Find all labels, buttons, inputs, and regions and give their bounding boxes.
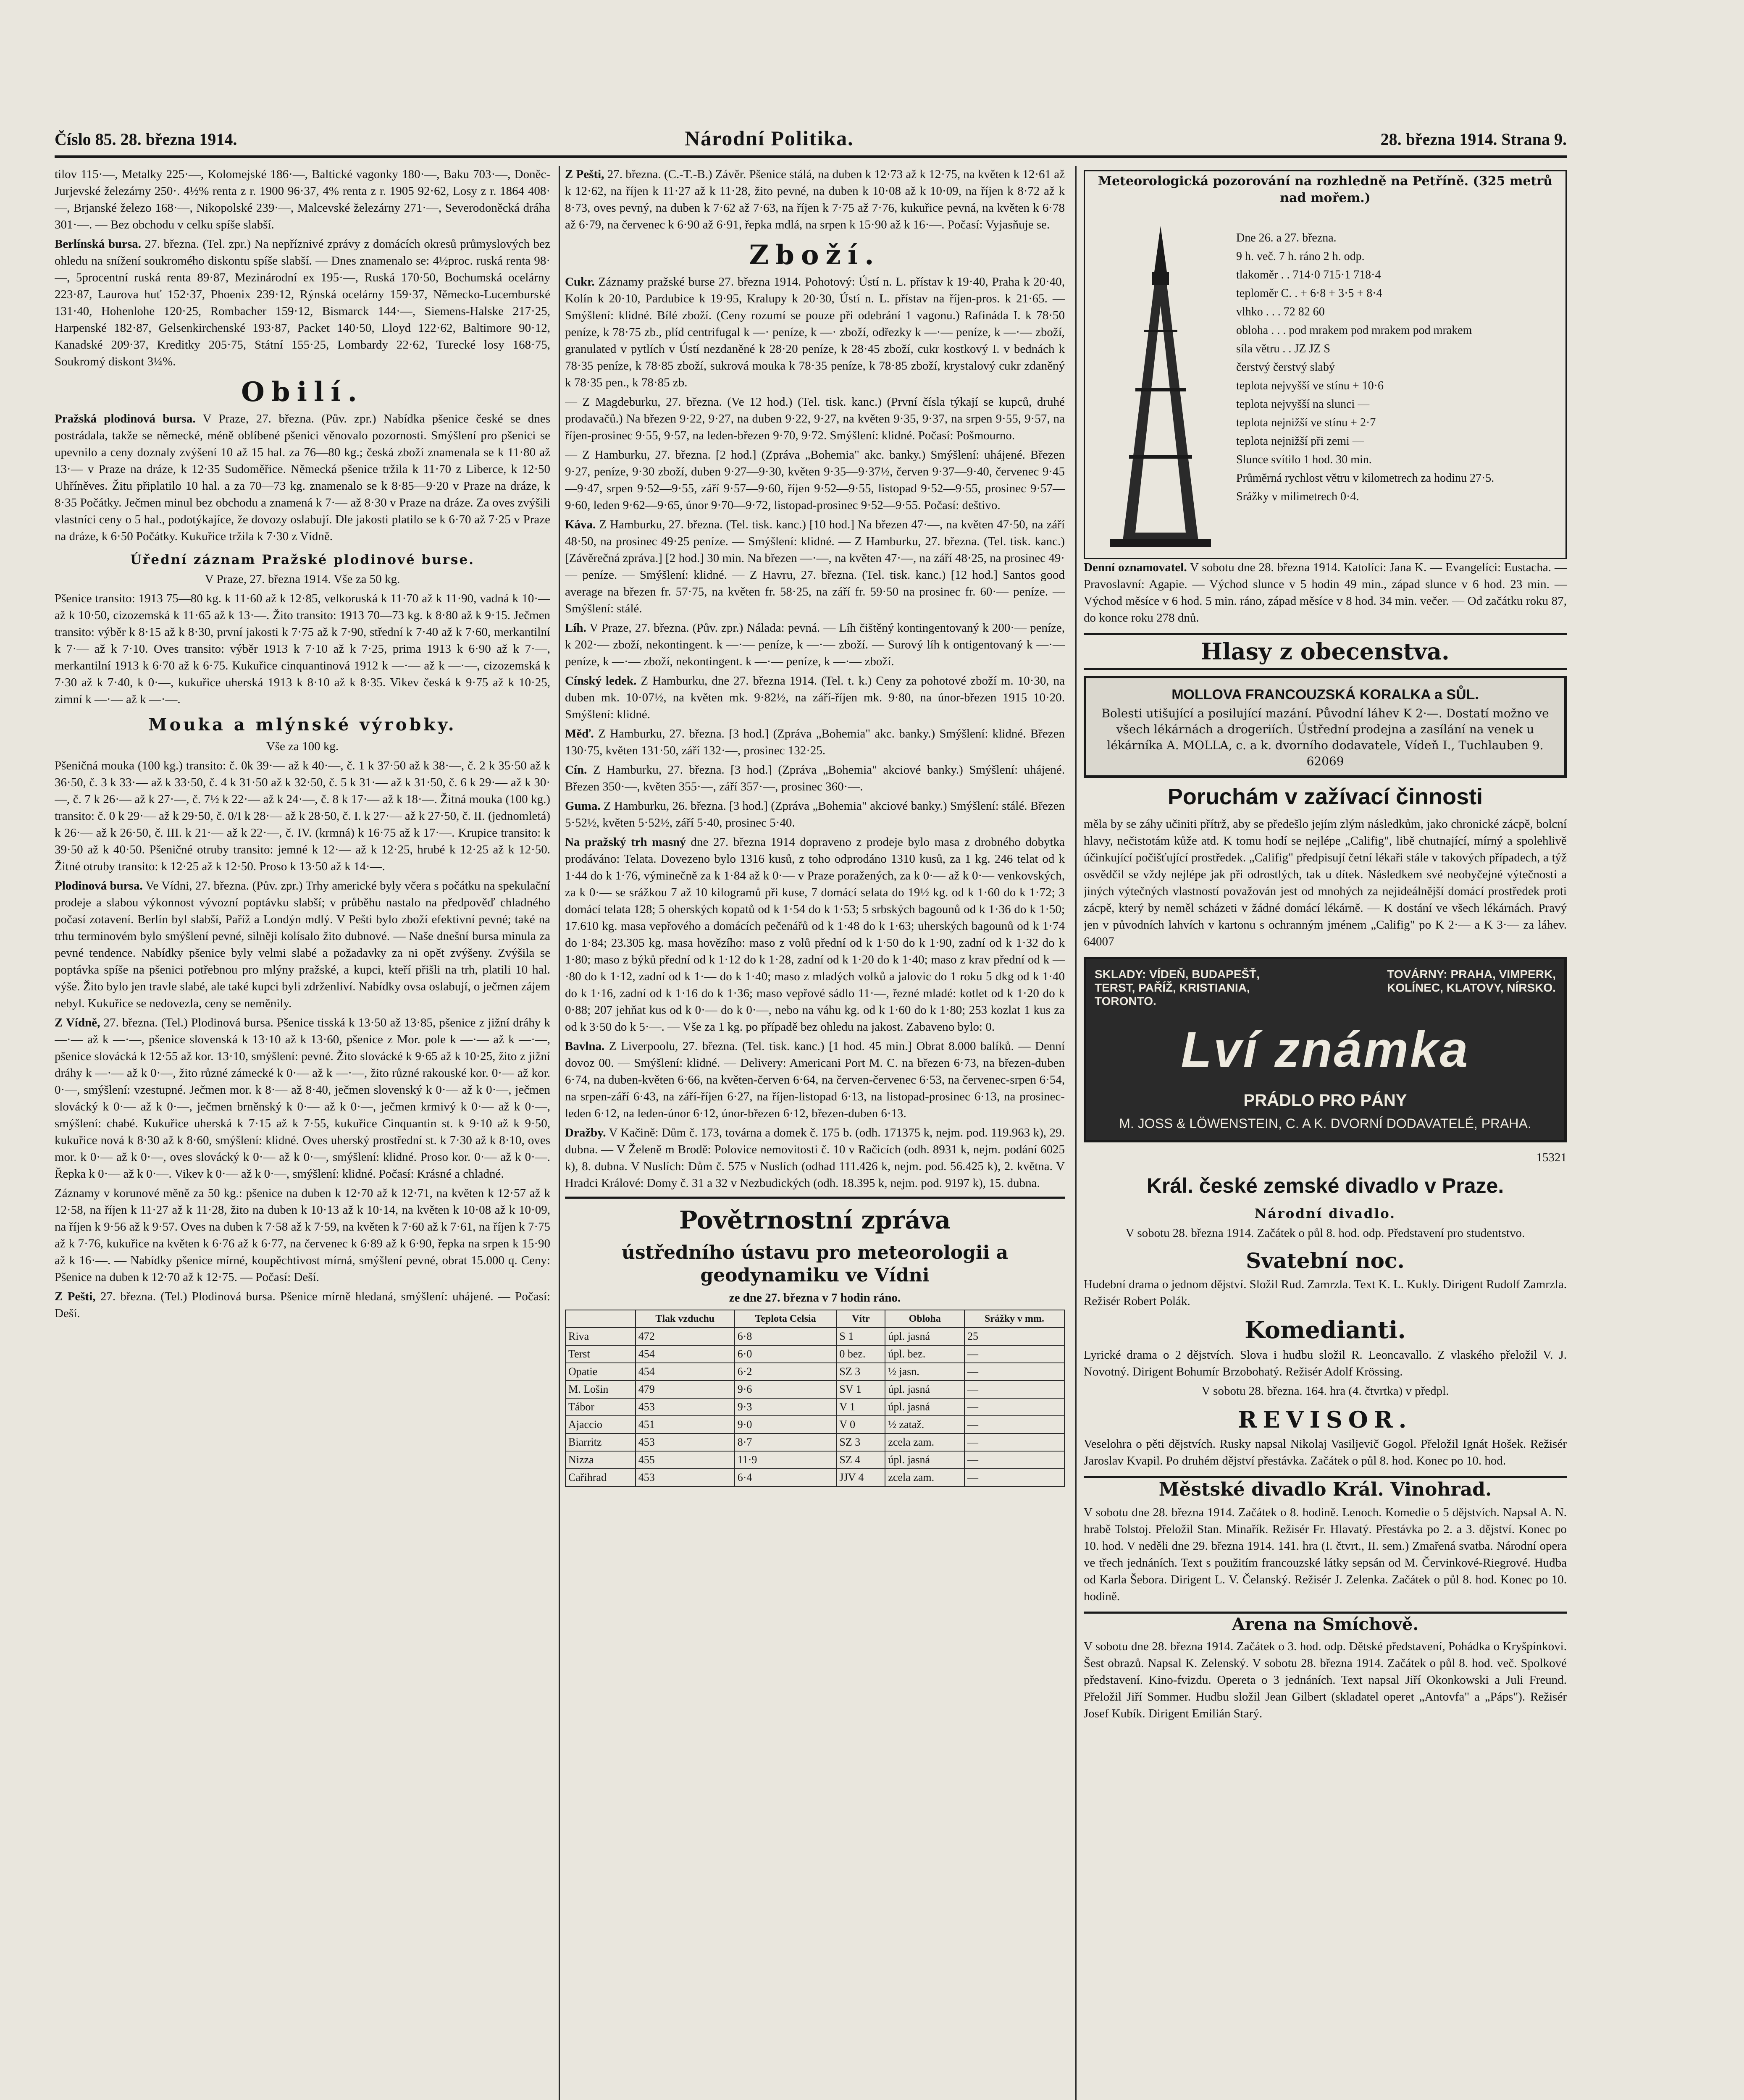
paragraph <box>565 516 1065 617</box>
table-cell: S 1 <box>836 1328 885 1345</box>
paragraph <box>565 273 1065 391</box>
table-cell: Ajaccio <box>565 1416 636 1433</box>
weather-table-body <box>565 1328 1064 1486</box>
ad-number: 15321 <box>1536 1151 1567 1164</box>
meteorological-line: teploměr C. . + 6·8 + 3·5 + 8·4 <box>1236 287 1382 300</box>
ad-title: MOLLOVA FRANCOUZSKÁ KORALKA a SŮL. <box>1171 687 1479 703</box>
subsection-heading: Mouka a mlýnské výrobky. <box>148 715 457 735</box>
subsection-heading: Úřední záznam Pražské plodinové burse. <box>130 552 475 567</box>
weather-table <box>565 1310 1065 1487</box>
lead-text: Guma. <box>565 799 601 813</box>
brand-subtitle: PRÁDLO PRO PÁNY <box>1243 1091 1407 1110</box>
paragraph <box>55 410 550 545</box>
body-text: 27. března. (Tel. zpr.) Na nepříznivé zprávy z domácích okresů průmyslových bez ohledu na snížení soukromého diskontu spíše slabší. — Dnes znamenalo se: 4½proc. ruská renta 98·—, 5procentní ruská renta 89·87, Mezinárodní ex 195·—, Ruská 170·50, Bochumská ocelárny 223·87, Laurova huť 152·37, Phoenix 239·12, Rýnská ocelárny 159·37, Německo-Lucemburské 131·40, Hohenlohe 120·25, Rombacher 159·12, Bismarck 144·—, Siemens-Halske 217·25, Harpenské 182·87, Gelsenkirchenské 193·87, Packet 140·50, Lloyd 122·62, Baltimore 90·12, Kanadské 209·37, Kreditky 205·75, Státní 155·25, Lombardy 22·62, Turecké losy 168·75, Soukromý diskont 3¼%. <box>55 237 550 368</box>
table-cell: — <box>964 1416 1064 1433</box>
lead-text: Měď. <box>565 727 594 740</box>
lead-text: Pražská plodinová bursa. <box>55 412 196 425</box>
body-text: Z Hamburku, dne 27. března 1914. (Tel. t. k.) Ceny za pohotové zboží m. 10·30, na duben mk. 10·07½, na květen mk. 9·82½, na září-říjen mk. 9·80, na únor-březen 1915 10·20. Smýšlení: klidné. <box>565 674 1065 721</box>
meteorological-line: Srážky v milimetrech 0·4. <box>1236 490 1359 503</box>
paragraph <box>1084 559 1567 626</box>
table-cell: 9·0 <box>735 1416 837 1433</box>
body-text: Z Liverpoolu, 27. března. (Tel. tisk. kanc.) [1 hod. 45 min.] Obrat 8.000 balíků. — Denní dovoz 00. — Smýšlení: klidné. — Delivery: Americani Port M. C. na březen 6·73, na březen-duben 6·74, na duben-květen 6·66, na květen-červen 6·64, na červen-červenec 6·53, na červenec-srpen 6·54, na srpen-září 6·43, na září-říjen 6·27, na říjen-listopad 6·13, na listopad-prosinec 6·13, na prosinec-leden 6·12, na leden-únor 6·12, únor-březen 6·12, březen-duben 6·13. <box>565 1040 1065 1120</box>
weather-section <box>565 1197 1065 1487</box>
newspaper-title: Národní Politika. <box>685 126 854 150</box>
lead-text: Káva. <box>565 518 596 531</box>
lead-text: Z Vídně, <box>55 1016 100 1029</box>
table-row <box>565 1433 1064 1451</box>
body-text: Z Hamburku, 26. března. [3 hod.] (Zpráva „Bohemia" akciové banky.) Smýšlení: stálé. Březen 5·52½, květen 5·52½, září 5·40, prosinec 5·40. <box>565 799 1065 830</box>
paragraph <box>565 166 1065 233</box>
lead-text: Cín. <box>565 763 587 777</box>
play-title: REVISOR. <box>1238 1406 1413 1433</box>
column-2 <box>565 166 1065 2100</box>
table-cell: úpl. bez. <box>885 1345 964 1363</box>
paragraph: Pšeničná mouka (100 kg.) transito: č. 0k 39·— až k 40·—, č. 1 k 37·50 až k 38·—, č. 2 k 35·50 až k 36·50, č. 3 k 33·— až k 33·50, č. 4 k 31·50 až k 32·50, č. 5 k 31·— až k 31·50, č. 6 k 29·— až k 30·—, č. 7 k 26·— až k 27·—, č. 7½ k 22·— až k 24·—, č. 8 k 17·— až k 18·—. Žitná mouka (100 kg.) transito: č. 0 k 29·— až k 29·50, č. 0/I k 28·— až k 28·50, č. I. k 27·— až k 27·50, č. II. (jednomletá) k 26·— až k 26·50, č. III. k 21·— až k 22·—, č. IV. (krmná) k 16·75 až k 17·—. Krupice transito: k 39·50 až k 40·50. Pšeničné otruby transito: jemné k 12·— až k 12·25, hrubé k 12·25 až k 12·50. Žitné otruby transito: k 12·25 až k 12·50. Proso k 13·50 až k 14·—. <box>55 759 550 873</box>
table-cell: Nizza <box>565 1451 636 1469</box>
ad-text: Bolesti utišující a posilující mazání. Původní láhev K 2·—. Dostatí možno ve všech lékárnách a drogeriích. Ústřední prodejna a zasílání na venek u lékárníka A. MOLLA, c. a k. dvorního dodavatele, Vídeň I., Tuchlauben 9. 62069 <box>1101 706 1549 768</box>
meteorological-line: obloha . . . pod mrakem pod mrakem pod mrakem <box>1236 324 1472 337</box>
paragraph <box>565 725 1065 759</box>
table-cell: úpl. jasná <box>885 1398 964 1416</box>
meteorological-data <box>1236 230 1560 507</box>
weather-column-header: Tlak vzduchu <box>636 1310 735 1328</box>
paragraph: tilov 115·—, Metalky 225·—, Kolomejské 186·—, Baltické vagonky 180·—, Baku 703·—, Doněc-Jurjevské železárny 250·. 4½% renta z r. 1900 96·37, 4% renta z r. 1905 92·62, Losy z r. 1864 408·—, Brjanské železo 168·—, Nikopolské 239·—, Malcevské železárny 271·—, Severodoněcká dráha 301·—. — Bez obchodu v celku spíše slabší. <box>55 168 550 231</box>
section-heading: Obilí. <box>241 376 364 408</box>
dateline: V Praze, 27. března 1914. Vše za 50 kg. <box>205 572 400 586</box>
paragraph: V sobotu dne 28. března 1914. Začátek o 3. hod. odp. Dětské představení, Pohádka o Kryšpínkovi. Šest obrazů. Napsal K. Zelenský. V sobotu 28. března 1914. Začátek o půl 8. hod. več. Spolkové představení. Kino-fvizdu. Opereta o 3 jednáních. Text napsal Jiří Okonkowski a Juli Freund. Přeložil Jiří Sommer. Hudbu složil Jean Gilbert (skladatel operet „Antovfa" a „Páps"). Režisér Josef Kubík. Dirigent Emilián Starý. <box>1084 1640 1567 1720</box>
lead-text: Líh. <box>565 621 586 635</box>
column-3 <box>1084 166 1567 2100</box>
table-cell: — <box>964 1381 1064 1398</box>
meteorological-line: 9 h. več. 7 h. ráno 2 h. odp. <box>1236 250 1365 263</box>
paragraph <box>565 620 1065 670</box>
moll-advertisement <box>1084 676 1567 778</box>
table-cell: zcela zam. <box>885 1433 964 1451</box>
paragraph <box>565 1038 1065 1122</box>
lead-text: Dražby. <box>565 1126 606 1139</box>
brand-name: Lví známka <box>1181 1021 1470 1078</box>
weather-date: ze dne 27. března v 7 hodin ráno. <box>729 1291 901 1305</box>
petrin-tower-illustration <box>1093 222 1228 549</box>
table-cell: 6·0 <box>735 1345 837 1363</box>
meteorological-line: čerstvý čerstvý slabý <box>1236 361 1335 374</box>
table-cell: ½ jasn. <box>885 1363 964 1381</box>
table-cell: Terst <box>565 1345 636 1363</box>
paragraph: Pšenice transito: 1913 75—80 kg. k 11·60 až k 12·85, velkoruská k 11·70 až k 11·90, vadná k 10·— až k 10·50, cizozemská k 11·65 až k 13·—. Žito transito: 1913 70—73 kg. k 8·80 až k 9·15. Ječmen transito: výběr k 8·15 až k 8·30, první jakosti k 7·75 až k 7·90, střední k 7·40 až k 7·60, merkantilní k 7·— až k 7·10. Oves transito: výběr 1913 k 7·10 až k 7·25, prima 1913 k 6·90 až k 7·—, merkantilní 1913 k 6·70 až k 6·75. Kukuřice cinquantinová 1912 k —·— až k —·—, cizozemská k 7·30 až k 7·40, k 0·—, kukuřice uherská 1913 k 8·10 až k 8·35. Vikev česká k 9·75 až k 10·25, zimní k —·— až k —·—. <box>55 592 550 706</box>
weather-column-header: Obloha <box>885 1310 964 1328</box>
table-cell: 11·9 <box>735 1451 837 1469</box>
column-1 <box>55 166 550 2100</box>
lvi-znamka-advertisement <box>1084 957 1567 1142</box>
paragraph: — Z Hamburku, 27. března. [2 hod.] (Zpráva „Bohemia" akc. banky.) Smýšlení: uhájené. Březen 9·27, peníze, 9·30 zboží, duben 9·27—9·30, květen 9·35—9·37½, červen 9·37—9·40, červenec 9·45—9·47, srpen 9·52—9·55, září 9·57—9·60, říjen 9·52—9·55, listopad 9·52—9·55, prosinec 9·57—9·60, leden 9·62—9·65, únor 9·70—9·72, listopad-prosinec 9·52—9·55. Počasí: deštivo. <box>565 448 1065 512</box>
meteorological-line: teplota nejvyšší ve stínu + 10·6 <box>1236 379 1384 392</box>
column-divider <box>559 166 560 2100</box>
table-row <box>565 1398 1064 1416</box>
table-cell: 472 <box>636 1328 735 1345</box>
body-text: Z Hamburku, 27. března. (Tel. tisk. kanc.) [10 hod.] Na březen 47·—, na květen 47·50, na září 48·50, na prosinec 49·25 peníze. — Smýšlení: klidné. — Z Hamburku, 27. března. (Tel. tisk. kanc.) [Závěrečná zpráva.] [2 hod.] 30 min. Na březen —·—, na květen 47·—, na září 48·25, na prosinec 49·— peníze. — Smýšlení: klidné. — Z Havru, 27. března. (Tel. tisk. kanc.) [12 hod.] Santos good average na březen fr. 57·75, na květen fr. 58·25, na září fr. 59·50 na prosinec fr. 60·— peníze. — Smýšlení: stálé. <box>565 518 1065 615</box>
table-cell: SZ 4 <box>836 1451 885 1469</box>
firm-name: M. JOSS & LÖWENSTEIN, C. A K. DVORNÍ DODAVATELÉ, PRAHA. <box>1119 1116 1531 1131</box>
body-text: 27. března. (Tel.) Plodinová bursa. Pšenice tisská k 13·50 až 13·85, pšenice z jižní dráhy k —·— až k —·—, pšenice slovenská k 13·10 až k 13·60, pšenice z Mor. pole k —·— až k —·—, pšenice slovácká k 12·55 až kor. 13·10, smýšlení: pevné. Žito slovácké k 9·65 až k 10·25, žito z jižní dráhy k —·— až k 0·—, žito různé zámecké k 0·— až k —·—, žito různé rakouské kor. 0·— až kor. 0·—, smýšlení: vzestupné. Ječmen mor. k 8·— až 8·40, ječmen slovenský k 0·— až k 0·—, ječmen slovácký k 0·— až k 0·—, ječmen brněnský k 0·— až k 0·—, ječmen krmivý k 0·— až k 0·—, smýšlení: chabé. Kukuřice uherská k 7·15 až k 7·55, kukuřice Cinquantin st. k 9·10 až k 9·50, kukuřice nová k 8·30 až k 8·60, smýšlení: klidné. Oves uherský prostřední st. k 7·30 až k 8·10, oves mor. k 0·— až k 0·—, oves slovácký k 0·— až k 0·—, smýšlení: klidné. Proso kor. 0·— až k 0·—. Řepka k 0·— až k 0·—. Vikev k 0·— až k 0·—, smýšlení: klidné. Počasí: Krásné a chladné. <box>55 1016 550 1181</box>
paragraph <box>565 672 1065 723</box>
table-cell: — <box>964 1363 1064 1381</box>
meteorological-line: Slunce svítilo 1 hod. 30 min. <box>1236 453 1372 466</box>
body-text: V sobotu dne 28. března 1914. Katolíci: Jana K. — Evangelíci: Eustacha. — Pravoslavní: Agapie. — Východ slunce v 5 hodin 49 min., západ slunce v 6 hod. 23 min. — Východ měsíce v 6 hod. 5 min. ráno, západ měsíce v 8 hod. 34 min. večer. — Od začátku roku 87, do konce roku 278 dnů. <box>1084 561 1567 625</box>
column-divider <box>1075 166 1077 2100</box>
lead-text: Z Pešti, <box>565 168 604 181</box>
table-cell: Opatie <box>565 1363 636 1381</box>
meteorological-line: vlhko . . . 72 82 60 <box>1236 305 1325 318</box>
table-cell: 6·2 <box>735 1363 837 1381</box>
paragraph <box>55 877 550 1012</box>
body-text: Ve Vídni, 27. března. (Pův. zpr.) Trhy americké byly včera s počátku na spekulační prodeje a slabou výkonnost vývozní poptávku slabší; v průběhu nastalo na předpověď chladného počasí zotavení. Berlín byl slabší, Paříž a Londýn mdlý. V Pešti bylo zboží efektivní pevné; také na trhu terminovém bylo smýšlení pevné, silněji kolísalo žito dubnové. — Naše dnešní bursa minula za pevné tendence. Nabídky pšenice byly velmi slabé a požadavky za ni opět zvýšeny. Zvýšila se poptávka spíše na pšenici potřebnou pro mlýny pražské, a kupci, kteří přišli na trh, platili 10 hal. výše. Žito bylo jen travle slabé, ale také kupci byli zdrženliví. Nabídky ovsa oslabují, o ječmen zájem nebyl. Kukuřice se nedovezla, ceny se neměnily. <box>55 879 550 1010</box>
section-heading: Zboží. <box>749 239 881 271</box>
table-cell: — <box>964 1469 1064 1486</box>
theatre-heading: Arena na Smíchově. <box>1084 1612 1567 1635</box>
table-row <box>565 1469 1064 1486</box>
weather-table-header <box>565 1310 1064 1328</box>
paragraph <box>565 761 1065 795</box>
factory-list: TOVÁRNY: PRAHA, VIMPERK, KOLÍNEC, KLATOVY, NÍRSKO. <box>1387 968 1556 994</box>
body-text: Záznamy pražské burse 27. března 1914. Pohotový: Ústí n. L. přístav k 19·40, Praha k 20·40, Kolín k 20·10, Pardubice k 19·95, Kralupy k 20·30, Ústí n. L. přístav na říjen-pros. k 21·65. — Smýšlení: klidné. Bílé zboží. (Ceny rozumí se pouze při odebrání 1 vagonu.) Rafináda I. k 78·50 peníze, k 78·75 zb., plíd centrifugal k —· peníze, k —· zboží, odřezky k —·— peníze, k —·— zboží, granulated v pytlích v Ústí nezdaněné k 28·20 peníze, k 28·45 zboží, cukr kostkový I. v bednách k 78·35 peníze, k 78·85 zboží, sukrová mouka k 78·35 peníze, k 78·85 zboží, krystalový cukr zdaněný k 78·35 pen., k 78·85 zb. <box>565 275 1065 389</box>
body-text: V Praze, 27. března. (Pův. zpr.) Nálada: pevná. — Líh čištěný kontingentovaný k 200·— peníze, k 202·— zboží, nekontingent. k —·— peníze, k —·— zboží. — Surový líh k ontigentovaný k —·— peníze, k —·— zboží, nekontingent. k —·— peníze, k —·— zboží. <box>565 621 1065 668</box>
table-cell: 454 <box>636 1363 735 1381</box>
weather-column-header: Srážky v mm. <box>964 1310 1064 1328</box>
table-cell: SZ 3 <box>836 1433 885 1451</box>
table-cell: Riva <box>565 1328 636 1345</box>
lead-text: Plodinová bursa. <box>55 879 143 892</box>
theatre-subheading: Národní divadlo. <box>1254 1206 1396 1221</box>
table-cell: 479 <box>636 1381 735 1398</box>
table-row <box>565 1363 1064 1381</box>
play-title: Svatební noc. <box>1246 1248 1405 1273</box>
paragraph: V sobotu 28. března. 164. hra (4. čtvrtka) v předpl. <box>1201 1384 1449 1398</box>
theatre-heading: Městské divadlo Král. Vinohrad. <box>1084 1476 1567 1502</box>
table-cell: — <box>964 1433 1064 1451</box>
body-text: dne 27. března 1914 dopraveno z prodeje bylo masa z drobného dobytka prodáváno: Telata. Dovezeno bylo 1316 kusů, z toho odprodáno 1310 kusů, za 1 kg. 246 telat od k 1·44 do k 1·76, výminečně za k 1·84 až k 0·— v Praze poražených, za k 0·— až k 0·— venkovských, za k 0·— se srážkou 7 až 10 kilogramů při kuse, 7 domácí selata do 19½ kg. od k 1·60 do k 1·72; 3 domácí telata 128; 5 oherských kopatů od k 1·54 do k 1·53; 5 srbských bagounů od k 1·36 do k 1·50; 17.610 kg. masa vepřového a domácích pečenářů od k 1·48 do k 1·63; uherských bagounů od k 1·74 do 1·84; 23.305 kg. masa hovězího: maso z volů přední od k 1·50 do k 1·90, zadní od k 1·32 do k 1·80; maso z býků přední od k 1·12 do k 1·28, zadní od k 1·20 do k 1·40; maso z krav přední od k —·80 do k 1·12, zadní od k 1·— do k 1·40; maso z mladých volků a jalovic do 1 roku 5 dkg od k 1·40 do k 1·16, zadní od k 1·16 do k 1·36; maso vepřové sádlo 11·—, řezné mladé: kotlet od k 1·20 do k 0·88; 207 jehňat kus od k 0·— do k 0·—, nebo na váhu kg. od k 1·60 do k 1·80; 253 kozlat 1 kus za od k 3·50 do k 5·—. — Vše za 1 kg. po případě bez ohledu na jakost. Zabaveno bylo: 0. <box>565 835 1065 1034</box>
table-cell: úpl. jasná <box>885 1381 964 1398</box>
table-cell: 8·7 <box>735 1433 837 1451</box>
table-cell: 0 bez. <box>836 1345 885 1363</box>
table-cell: M. Lošin <box>565 1381 636 1398</box>
table-cell: 451 <box>636 1416 735 1433</box>
paragraph: Záznamy v korunové měně za 50 kg.: pšenice na duben k 12·70 až k 12·71, na květen k 12·57 až k 12·58, na říjen k 11·27 až k 11·28, žito na duben k 10·13 až k 10·14, na květen k 10·08 až k 10·09, na říjen k 9·56 až k 9·57. Oves na duben k 7·58 až k 7·59, na květen k 7·60 až k 7·61, na říjen k 7·75 až k 7·76, kukuřice na květen k 6·76 až k 6·77, na červenec k 6·89 až k 6·90, řepka na srpen k 15·90 až k 16·—. — Nabídky pšenice mírné, koupěchtivost mírná, smýšlení pevné, obrat 15.000 q. Ceny: Pšenice na duben k 12·70 až k 12·75. — Počasí: Deší. <box>55 1186 550 1284</box>
section-heading: Hlasy z obecenstva. <box>1084 633 1567 670</box>
table-row <box>565 1345 1064 1363</box>
table-cell: 9·6 <box>735 1381 837 1398</box>
table-cell: 25 <box>964 1328 1064 1345</box>
table-cell: SV 1 <box>836 1381 885 1398</box>
body-text: Z Hamburku, 27. března. [3 hod.] (Zpráva „Bohemia" akciové banky.) Smýšlení: uhájené. Březen 350·—, květen 355·—, září 357·—, prosinec 360·—. <box>565 763 1065 793</box>
table-row <box>565 1328 1064 1345</box>
meteorological-line: Průměrná rychlost větru v kilometrech za hodinu 27·5. <box>1236 472 1494 485</box>
paragraph <box>55 1014 550 1182</box>
weather-column-header <box>565 1310 636 1328</box>
paragraph: Hudební drama o jednom dějství. Složil Rud. Zamrzla. Text K. L. Kukly. Dirigent Rudolf Zamrzla. Režisér Robert Polák. <box>1084 1278 1567 1308</box>
table-cell: úpl. jasná <box>885 1328 964 1345</box>
table-cell: Biarritz <box>565 1433 636 1451</box>
califig-ad-text: měla by se záhy učiniti přítrž, aby se předešlo jejím zlým následkům, jako chronické zácpě, bolcní hlavy, nečistotám kůže atd. K tomu hodí se nejlépe „Califig", libě chutnající, mírný a spolehlivě účinkující počišťující prostředek. „Califig" předpisují četní lékaři stále v takových případech, a týž osvědčil se vždy nejlépe jak při odrostlých, tak u dítek. Následkem své neobyčejné výtečnosti a jiných výtečných vlastností považován jest od mnohých za nejideálnější domácí prostředek proti zácpě, který by neměl scházeti v žádné domácí lékárně. — K dostání ve všech lékárnách. Pravý jen v původních lahvích v kartonu s ochranným jménem „Califig" po K 2·— a K 3·— za láhev. 64007 <box>1084 817 1567 948</box>
table-cell: 9·3 <box>735 1398 837 1416</box>
table-cell: zcela zam. <box>885 1469 964 1486</box>
table-cell: 453 <box>636 1469 735 1486</box>
paragraph: V sobotu 28. března 1914. Začátek o půl 8. hod. odp. Představení pro studentstvo. <box>1125 1226 1525 1240</box>
dateline: Vše za 100 kg. <box>266 740 339 753</box>
body-text: 27. března. (Tel.) Plodinová bursa. Pšenice mírně hledaná, smýšlení: uhájené. — Počasí: Deší. <box>55 1290 550 1320</box>
lead-text: Denní oznamovatel. <box>1084 561 1187 574</box>
meteorological-title: Meteorologická pozorování na rozhledně na Petříně. (325 metrů nad mořem.) <box>1098 174 1553 205</box>
meteorological-line: tlakoměr . . 714·0 715·1 718·4 <box>1236 268 1381 281</box>
table-cell: — <box>964 1398 1064 1416</box>
meteorological-line: Dne 26. a 27. března. <box>1236 231 1337 244</box>
body-text: V Kačině: Dům č. 173, továrna a domek č. 175 b. (odh. 171375 k, nejm. pod. 119.963 k), 29. dubna. — V Želeně m Brodě: Polovice nemovitosti č. 10 v Račicích (odh. 8931 k, nejm. podání 6025 k), 8. dubna. V Nuslích: Dům č. 575 v Nuslích (odhad 111.426 k, nejm. pod. 56.425 k), 2. května. V Hradci Králové: Domy č. 31 a 32 v Nezbudických (odh. 18.395 k, nejm. pod. 9197 k), 15. dubna. <box>565 1126 1065 1190</box>
paragraph: Veselohra o pěti dějstvích. Rusky napsal Nikolaj Vasiljevič Gogol. Přeložil Ignát Hošek. Režisér Jaroslav Kvapil. Po druhém dějství přestávka. Začátek o půl 8. hod. Konec po 10. hod. <box>1084 1437 1567 1467</box>
table-row <box>565 1381 1064 1398</box>
lead-text: Cukr. <box>565 275 595 289</box>
table-cell: 453 <box>636 1398 735 1416</box>
table-cell: 6·4 <box>735 1469 837 1486</box>
lead-text: Cínský ledek. <box>565 674 637 688</box>
page-header <box>55 126 1567 158</box>
table-cell: V 0 <box>836 1416 885 1433</box>
table-cell: JJV 4 <box>836 1469 885 1486</box>
weather-column-header: Vítr <box>836 1310 885 1328</box>
warehouse-list: SKLADY: VÍDEŇ, BUDAPEŠŤ, TERST, PAŘÍŽ, KRISTIANIA, TORONTO. <box>1095 968 1260 1008</box>
issue-number: Číslo 85. 28. března 1914. <box>55 130 237 149</box>
meteorological-line: teplota nejnižší při zemi — <box>1236 435 1364 448</box>
paragraph: V sobotu dne 28. března 1914. Začátek o 8. hodině. Lenoch. Komedie o 5 dějstvích. Napsal A. N. hrabě Tolstoj. Přeložil Stan. Minařík. Režisér Fr. Hlavatý. Přestávka po 2. a 3. dějství. Konec po 10. hod. V neděli dne 29. března 1914. 141. hra (I. čtvrt., II. sem.) Zmařená svatba. Národní opera ve třech jednáních. Text s použitím francouzské látky sepsán od M. Červinkové-Riegrové. Hudba od Karla Šebora. Dirigent L. V. Čelanský. Režisér J. Zelenka. Začátek o půl 8. hod. Konec po 10. hodině. <box>1084 1506 1567 1603</box>
table-cell: 454 <box>636 1345 735 1363</box>
play-title: Komedianti. <box>1245 1316 1406 1344</box>
weather-title: Povětrnostní zpráva <box>679 1206 951 1234</box>
table-cell: 453 <box>636 1433 735 1451</box>
page-number: 28. března 1914. Strana 9. <box>1380 130 1567 149</box>
meteorological-box <box>1084 170 1567 559</box>
body-text: 27. března. (C.-T.-B.) Závěr. Pšenice stálá, na duben k 12·73 až k 12·75, na květen k 12·61 až k 12·62, na říjen k 11·27 až k 11·28, žito pevné, na duben k 10·08 až k 10·09, na říjen k 8·72 až k 8·73, oves pevný, na duben k 7·62 až 7·63, na říjen k 7·75 až 7·76, kukuřice pevná, na květen k 6·78 až 6·79, na červenec k 6·90 až 6·91, řepka mdlá, na srpen k 15·90 až k 16·—. Počasí: Vyjasňuje se. <box>565 168 1065 231</box>
table-cell: 6·8 <box>735 1328 837 1345</box>
table-cell: — <box>964 1345 1064 1363</box>
body-text: Z Hamburku, 27. března. [3 hod.] (Zpráva „Bohemia" akc. banky.) Smýšlení: klidné. Březen 130·75, květen 131·50, září 132·—, prosinec 132·25. <box>565 727 1065 757</box>
califig-ad-title: Poruchám v zažívací činnosti <box>1167 784 1483 809</box>
ad-locations <box>1095 968 1556 1008</box>
paragraph <box>565 798 1065 831</box>
lead-text: Bavlna. <box>565 1040 605 1053</box>
table-cell: 455 <box>636 1451 735 1469</box>
meteorological-line: teplota nejnižší ve stínu + 2·7 <box>1236 416 1376 429</box>
paragraph <box>565 834 1065 1035</box>
lead-text: Z Pešti, <box>55 1290 96 1303</box>
table-row <box>565 1451 1064 1469</box>
lead-text: Na pražský trh masný <box>565 835 686 849</box>
body-text: V Praze, 27. března. (Pův. zpr.) Nabídka pšenice české se dnes postrádala, takže se německé, méně oblíbené pšenici věnovalo pozornosti. Smýšlení pro pšenici se upevnilo a ceny doznaly zvýšení 10 až 15 hal. za 76—80 kg.; česká zboží znamenala se k 11·80 až 13·— v Praze na dráze, k 12·35 Sudoměřice. Německá pšenice tržila k 11·70 z Liberce, k 12·50 Uhříněves. Žitu připlatilo 10 hal. a za 70—73 kg. znamenalo se k 8·85—9·20 v Praze na dráze, k 8·35 Počátky. Ječmen minul bez obchodu a znamená k 7·— až 8·30 v Praze na dráze. Za oves zvýšili vlastníci ceny o 5 hal., podotýkajíce, že dovozy oslabují. Dle jakosti platilo se k 6·70 až 7·25 v Praze na dráze, k 6·50 Počátky. Kukuřice tržila k 7·30 z Vídně. <box>55 412 550 543</box>
meteorological-line: síla větru . . JZ JZ S <box>1236 342 1330 355</box>
weather-column-header: Teplota Celsia <box>735 1310 837 1328</box>
theatre-heading: Král. české zemské divadlo v Praze. <box>1146 1174 1504 1197</box>
table-row <box>565 1416 1064 1433</box>
table-cell: — <box>964 1451 1064 1469</box>
paragraph: — Z Magdeburku, 27. března. (Ve 12 hod.) (Tel. tisk. kanc.) (První čísla týkají se kupců, druhé prodavačů.) Na březen 9·22, 9·27, na duben 9·22, 9·27, na květen 9·35, 9·37, na srpen 9·55, 9·57, na říjen-prosinec 9·55, 9·57, na leden-březen 9·70, 9·72. Smýšlení: klidné. Počasí: Pošmourno. <box>565 395 1065 442</box>
table-cell: V 1 <box>836 1398 885 1416</box>
table-cell: úpl. jasná <box>885 1451 964 1469</box>
weather-subtitle: ústředního ústavu pro meteorologii a geodynamiku ve Vídni <box>621 1242 1009 1286</box>
table-cell: Tábor <box>565 1398 636 1416</box>
paragraph <box>565 1124 1065 1192</box>
table-cell: SZ 3 <box>836 1363 885 1381</box>
meteorological-line: teplota nejvyšší na slunci — <box>1236 398 1370 411</box>
paragraph: Lyrické drama o 2 dějstvích. Slova i hudbu složil R. Leoncavallo. Z vlaského přeložil V. J. Novotný. Dirigent Bohumír Brzobohatý. Režisér Adolf Krössing. <box>1084 1348 1567 1378</box>
lead-text: Berlínská bursa. <box>55 237 142 251</box>
table-cell: ½ zataž. <box>885 1416 964 1433</box>
paragraph <box>55 1288 550 1322</box>
paragraph <box>55 236 550 370</box>
table-cell: Cařihrad <box>565 1469 636 1486</box>
